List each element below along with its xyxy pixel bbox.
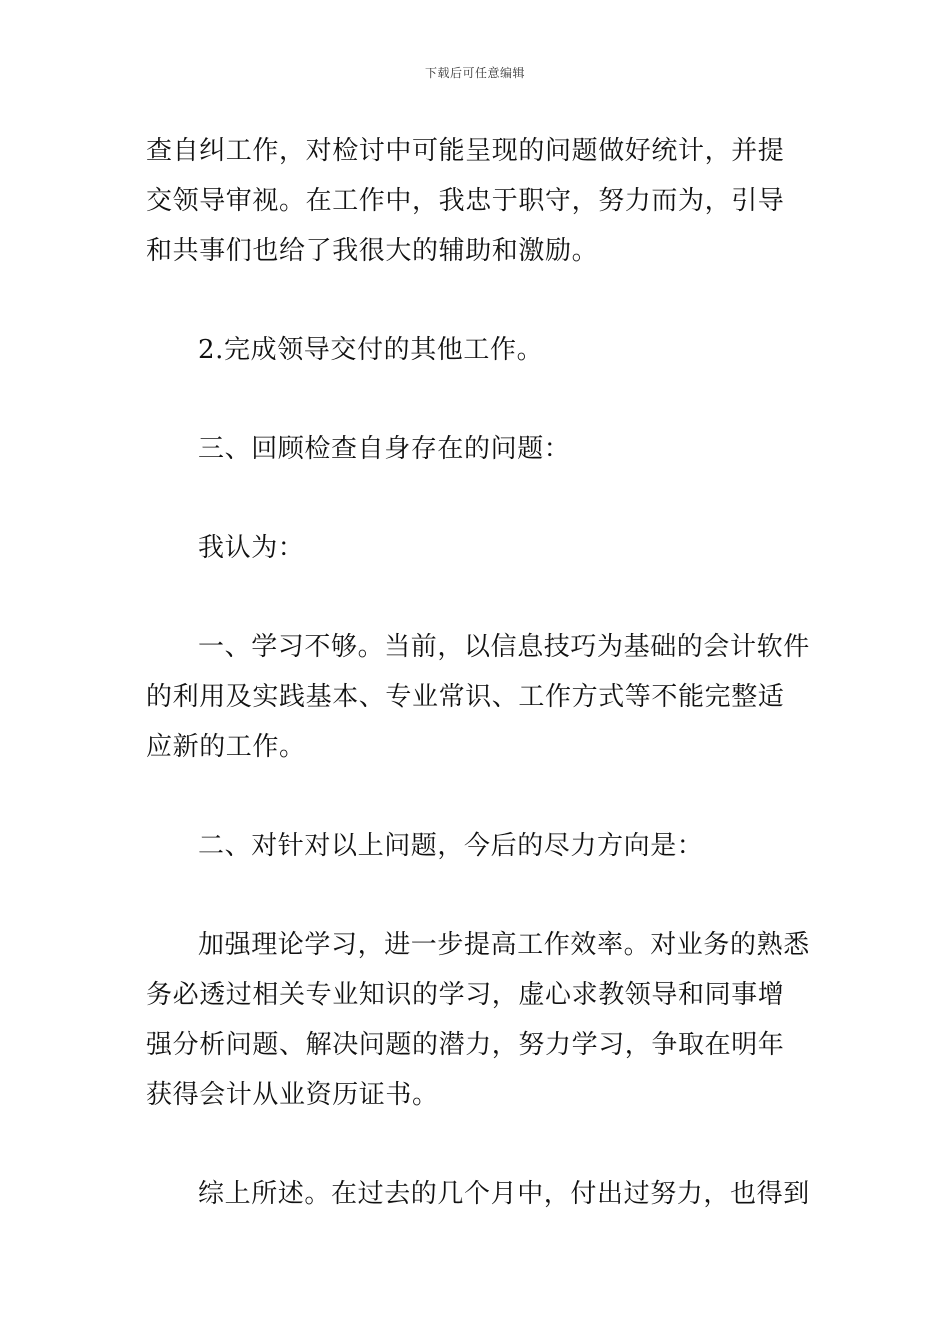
document-body <box>146 126 810 1219</box>
paragraph-spacer <box>146 474 810 523</box>
paragraph-spacer <box>146 276 810 325</box>
paragraph-summary: 综上所述。在过去的几个月中，付出过努力，也得到 <box>198 1179 810 1209</box>
paragraph-spacer <box>146 1120 810 1169</box>
paragraph-spacer <box>146 375 810 424</box>
paragraph-problem-1: 一、学习不够。当前，以信息技巧为基础的会计软件的利用及实践基本、专业常识、工作方式等不能完整适应新的工作。 <box>146 632 810 762</box>
paragraph-spacer <box>146 772 810 821</box>
paragraph-item-2: 2.完成领导交付的其他工作。 <box>198 335 544 365</box>
section-heading-3: 三、回顾检查自身存在的问题： <box>198 434 571 464</box>
page-header: 下载后可任意编辑 <box>424 66 525 80</box>
paragraph-spacer <box>146 871 810 920</box>
paragraph-continued: 查自纠工作，对检讨中可能呈现的问题做好统计，并提交领导审视。在工作中，我忠于职守，努力而为，引导和共事们也给了我很大的辅助和激励。 <box>146 136 785 266</box>
paragraph-direction-heading: 二、对针对以上问题，今后的尽力方向是： <box>198 831 704 861</box>
paragraph-spacer <box>146 573 810 622</box>
paragraph-opinion-intro: 我认为： <box>198 533 305 563</box>
paragraph-improvement-plan: 加强理论学习，进一步提高工作效率。对业务的熟悉务必透过相关专业知识的学习，虚心求教领导和同事增强分析问题、解决问题的潜力，努力学习，争取在明年获得会计从业资历证书。 <box>146 930 810 1110</box>
